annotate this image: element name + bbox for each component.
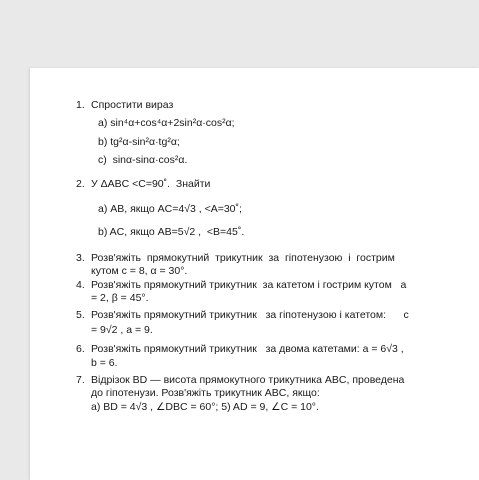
- problem-7-line-1: Відрізок BD — висота прямокутного трикутника ABC, проведена: [91, 374, 405, 386]
- problem-4-line-1: Розв'яжіть прямокутний трикутник за катетом і гострим кутом a: [91, 279, 407, 291]
- problem-2-text: У ΔABC <C=90˚. Знайти: [91, 178, 211, 190]
- problem-4-number: 4.: [76, 279, 85, 291]
- problem-2-item-a: а) AB, якщо AC=4√3 , <A=30˚;: [98, 203, 242, 215]
- problem-5-line-2: = 9√2 , a = 9.: [91, 324, 153, 336]
- problem-5-number: 5.: [76, 309, 85, 321]
- problem-7-line-3: а) BD = 4√3 , ∠DBC = 60°; 5) AD = 9, ∠C = 10°.: [91, 401, 319, 413]
- problem-4-line-2: = 2, β = 45°.: [91, 292, 149, 304]
- problem-6-line-1: Розв'яжіть прямокутний трикутник за двома катетами: a = 6√3 ,: [91, 343, 404, 355]
- problem-3-line-1: Розв'яжіть прямокутний трикутник за гіпотенузою і гострим: [91, 252, 395, 264]
- problem-5-line-1: Розв'яжіть прямокутний трикутник за гіпотенузою і катетом: c: [91, 309, 409, 321]
- problem-3-line-2: кутом c = 8, α = 30°.: [91, 265, 188, 277]
- document-page: [30, 68, 479, 480]
- problem-1-number: 1.: [76, 99, 85, 111]
- problem-6-line-2: b = 6.: [91, 357, 118, 369]
- problem-1-text: Спростити вираз: [91, 99, 174, 111]
- problem-1-item-a: а) sin⁴α+cos⁴α+2sin²α·cos²α;: [98, 117, 235, 129]
- problem-2-number: 2.: [76, 178, 85, 190]
- problem-7-line-2: до гіпотенузи. Розв'яжіть трикутник ABC, якщо:: [91, 387, 320, 399]
- problem-3-number: 3.: [76, 252, 85, 264]
- problem-6-number: 6.: [76, 343, 85, 355]
- problem-1-item-b: b) tg²α-sin²α·tg²α;: [98, 136, 180, 148]
- problem-2-item-b: b) AC, якщо AB=5√2 , <B=45˚.: [98, 226, 245, 238]
- problem-7-number: 7.: [76, 374, 85, 386]
- problem-1-item-c: c) sinα-sinα·cos²α.: [98, 154, 188, 166]
